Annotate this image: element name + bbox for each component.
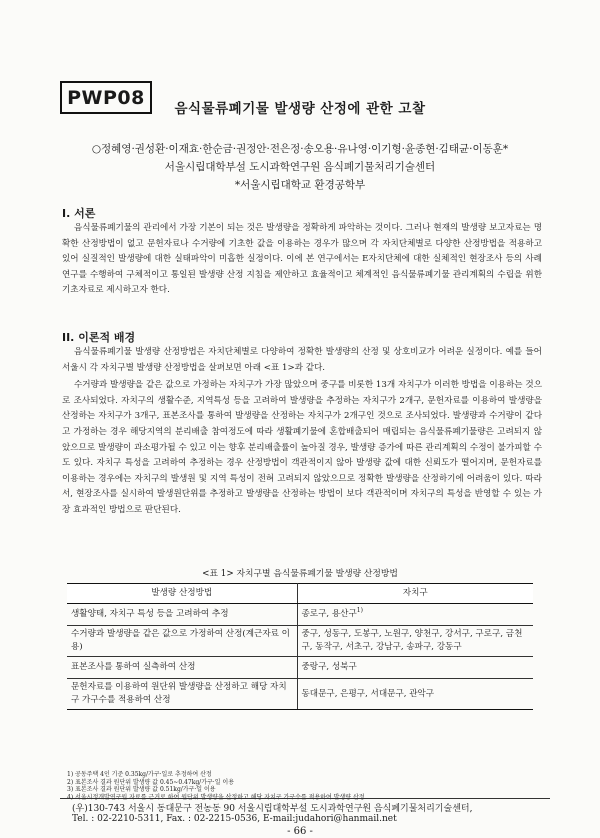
table-header-row — [67, 584, 533, 604]
method-cell: 표본조사를 통하여 실측하여 산정 — [67, 657, 297, 679]
table-notes — [67, 771, 547, 801]
method-table — [67, 583, 533, 710]
table-row — [67, 657, 533, 679]
method-cell: 생활양태, 자치구 특성 등을 고려하여 추정 — [67, 604, 297, 626]
districts-cell: 동대문구, 은평구, 서대문구, 관악구 — [297, 679, 533, 710]
districts-cell: 중구, 성동구, 도봉구, 노원구, 양천구, 강서구, 구로구, 금천구, 동작구, 서초구, 강남구, 송파구, 강동구 — [297, 626, 533, 657]
table-row — [67, 626, 533, 657]
paragraph: 음식물류폐기물 발생량 산정방법은 자치단체별로 다양하여 정확한 발생량의 산정 및 상호비교가 어려운 실정이다. 예를 들어 서울시 각 자치구별 발생량 산정방법을 살펴보면 아래 <표 1>과 같다. — [62, 347, 542, 373]
method-cell: 수거량과 발생량을 같은 값으로 가정하여 산정(계근자료 이용) — [67, 626, 297, 657]
table-caption: <표 1> 자치구별 음식물류폐기물 발생량 산정방법 — [202, 569, 398, 579]
authors-line: ○정혜영·권성환·이재효·한순금·권정안·전은정·송오용·유나영·이기형·윤종현·김태균·이동훈* — [91, 143, 509, 155]
column-header-method: 발생량 산정방법 — [67, 584, 297, 604]
table-note: 4) 서울시정개발연구원 자료를 근거로 하여 원단위 발생량을 산정하고 해당 자치구 가구수를 적용하여 발생량 산정 — [67, 793, 365, 801]
column-header-districts: 자치구 — [297, 584, 533, 604]
table-row — [67, 679, 533, 710]
districts-text: 종로구, 용산구 — [301, 609, 357, 619]
background-body — [62, 345, 542, 519]
paragraph: 음식물류폐기물의 관리에서 가장 기본이 되는 것은 발생량을 정확하게 파악하는 것이다. 그러나 현재의 발생량 보고자료는 명확한 산정방법이 없고 문헌자료나 수거량에 기초한 값을 이용하는 경우가 많으며 각 자치단체별로 다양한 산정방법을 적용하고 있어 실질적인 발생량에 대한 실태파악이 미흡한 실정이다. 이에 본 연구에서는 E자치단체에 대한 실체적인 현장조사 등의 사례연구를 수행하여 구체적이고 통일된 발생량 산정 지침을 제안하고 효율적이고 체계적인 음식물류폐기물 관리계획의 수립을 위한 기초자료로 제시하고자 한다. — [62, 223, 542, 296]
section-heading-introduction: I. 서론 — [62, 207, 96, 220]
section-heading-background: II. 이론적 배경 — [62, 331, 136, 344]
introduction-body — [62, 221, 542, 299]
table-note: 2) 표본조사 결과 원단위 발생량 값 0.45~0.47kg/가구·일 이용 — [67, 778, 234, 786]
table-note: 3) 표본조사 결과 원단위 발생량 값 0.51kg/가구·일 이용 — [67, 786, 216, 794]
footer-contact: Tel. : 02-2210-5311, Fax. : 02-2215-0536, E-mail:judahori@hanmail.net — [72, 814, 397, 824]
paper-title: 음식물류폐기물 발생량 산정에 관한 고찰 — [174, 101, 426, 117]
districts-cell: 중랑구, 성북구 — [297, 657, 533, 679]
method-cell: 문헌자료를 이용하여 원단위 발생량을 산정하고 해당 자치구 가구수를 적용하여 산정 — [67, 679, 297, 710]
table-row — [67, 604, 533, 626]
paragraph: 수거량과 발생량을 같은 값으로 가정하는 자치구가 가장 많았으며 중구를 비롯한 13개 자치구가 이러한 방법을 이용하는 것으로 조사되었다. 자치구의 생활수준, 지역특성 등을 고려하여 발생량을 추정하는 자치구가 2개구, 문헌자료를 이용하여 발생량을 산정하는 자치구가 3개구, 표본조사를 통하여 발생량을 산정하는 자치구가 2개구인 것으로 조사되었다. 발생량과 수거량이 같다고 가정하는 경우 해당지역의 분리배출 참여정도에 따라 생활폐기물에 혼합배출되어 매립되는 음식물류폐기물량은 고려되지 않았으므로 발생량이 과소평가될 수 있고 이는 향후 분리배출률이 높아질 경우, 발생량 증가에 따른 관리계획의 수정이 불가피할 수도 있다. 자치구 특성을 고려하여 추정하는 경우 산정방법이 객관적이지 않아 발생량 값에 대한 신뢰도가 떨어지며, 문헌자료를 이용하는 경우에는 자치구의 발생원 및 지역 특성이 전혀 고려되지 않았으므로 정확한 발생량을 산정하기에 어려움이 있다. 따라서, 현장조사를 실시하여 발생원단위를 추정하고 발생량을 산정하는 방법이 보다 객관적이며 자치구의 특성을 반영할 수 있는 가장 효과적인 방법으로 판단된다. — [62, 380, 542, 515]
footer-divider — [60, 798, 550, 799]
affiliation-primary: 서울시립대학부설 도시과학연구원 음식폐기물처리기술센터 — [164, 161, 436, 173]
districts-cell — [297, 604, 533, 626]
table-note: 1) 공동주택 4인 기준 0.35kg/가구·일로 추정하여 산정 — [67, 771, 212, 778]
footer-address: (우)130-743 서울시 동대문구 전농동 90 서울시립대학부설 도시과학연구원 음식폐기물처리기술센터, — [72, 804, 473, 814]
footnote-marker: 1) — [356, 607, 363, 615]
paper-code-box: PWP08 — [60, 81, 152, 114]
page-number: - 66 - — [287, 826, 313, 837]
affiliation-secondary: *서울시립대학교 환경공학부 — [234, 179, 366, 191]
